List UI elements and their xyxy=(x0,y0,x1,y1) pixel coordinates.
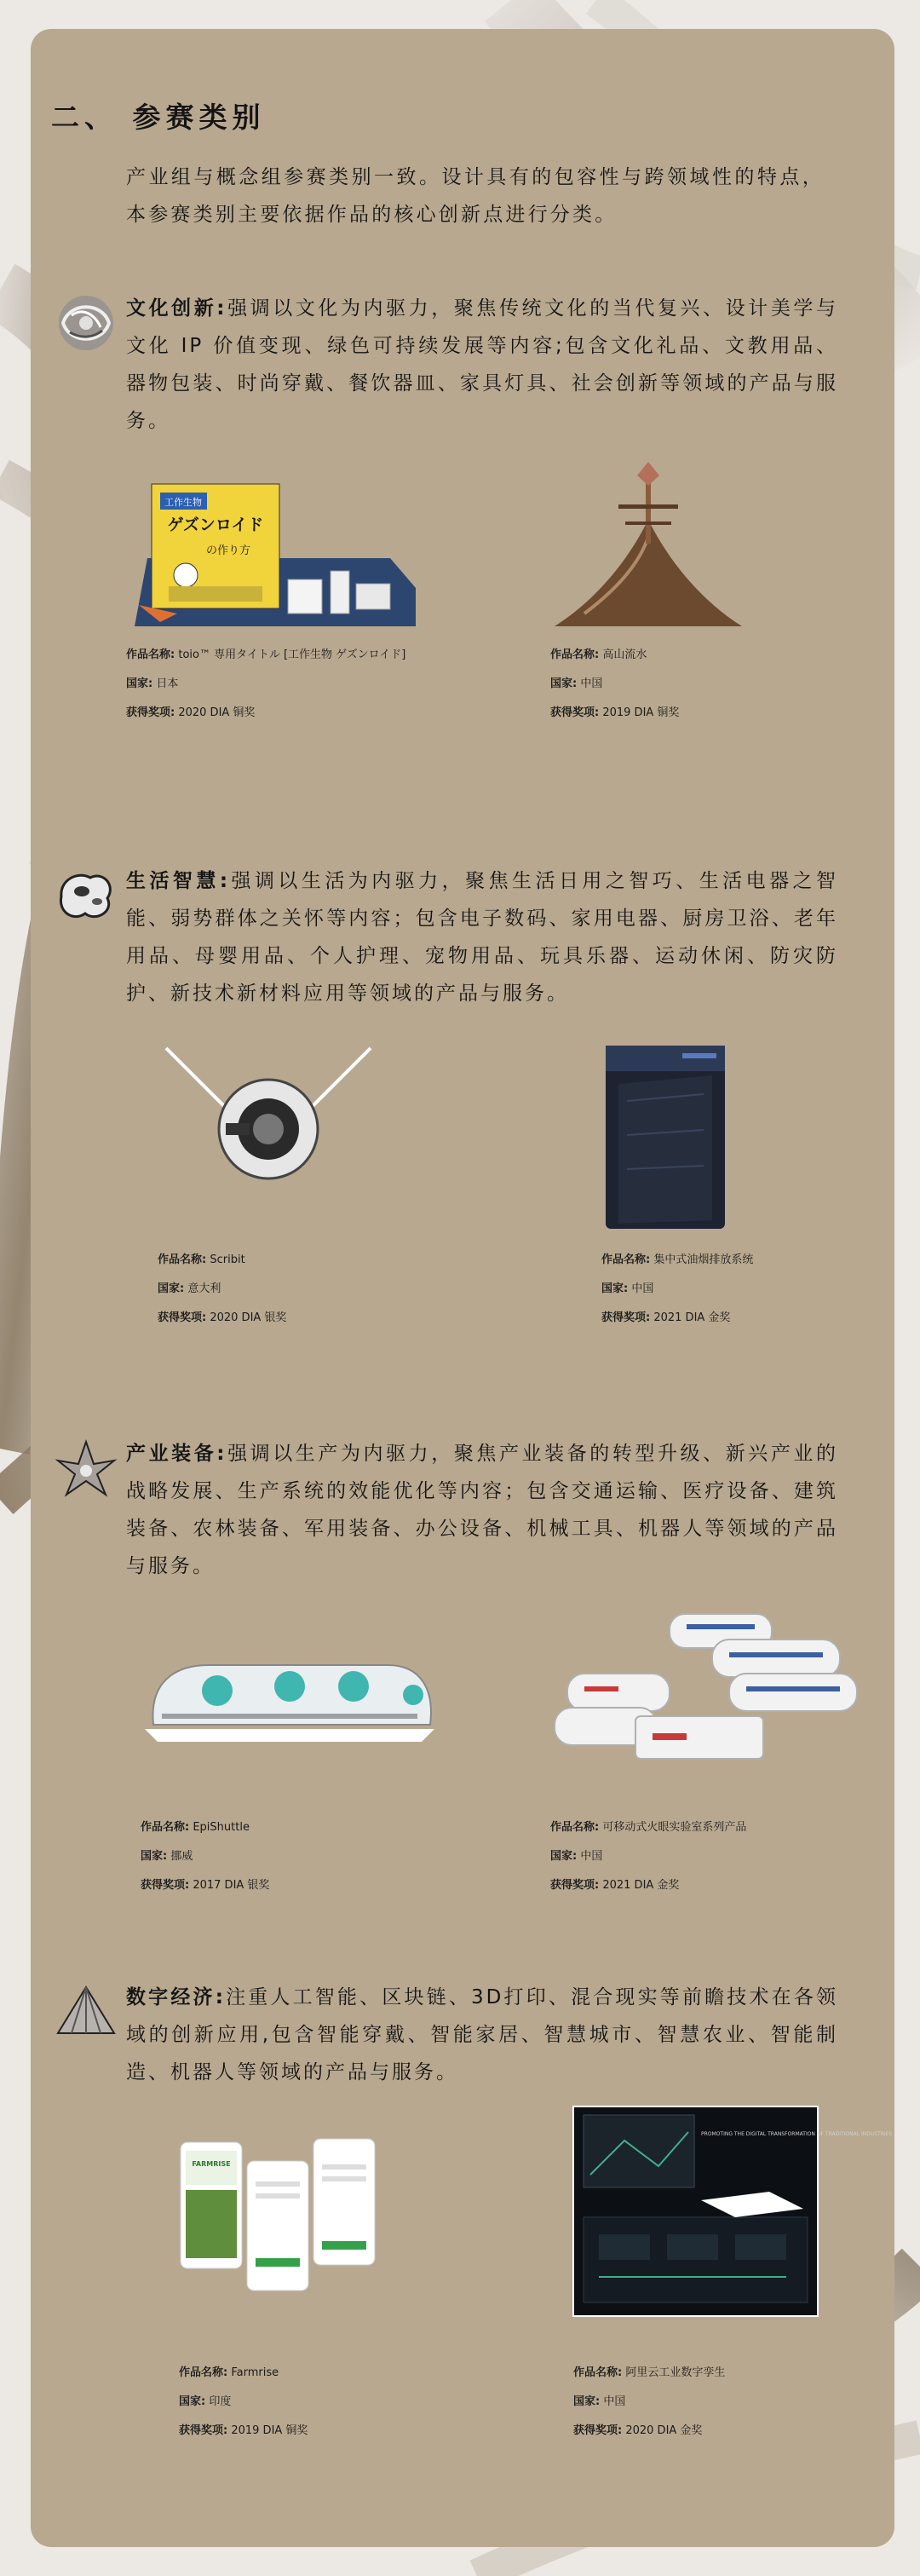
section-title: 文化创新: xyxy=(126,297,227,320)
product-country: 挪威 xyxy=(170,1850,193,1863)
section-title: 产业装备: xyxy=(126,1443,227,1465)
product-meta: 作品名称: Farmrise 国家: 印度 获得奖项: 2019 DIA 铜奖 xyxy=(179,2366,308,2437)
section-text xyxy=(126,290,838,440)
product-name: 集中式油烟排放系统 xyxy=(653,1253,754,1266)
section-body: 强调以文化为内驱力，聚焦传统文化的当代复兴、设计美学与文化 IP 价值变现、绿色可持续发展等内容;包含文化礼品、文教用品、器物包装、时尚穿戴、餐饮器皿、家具灯具、社会创新等领域的产品与服务。 xyxy=(126,297,839,432)
product-award: 2021 DIA 金奖 xyxy=(602,1879,680,1892)
product-image-farmrise xyxy=(179,2139,377,2292)
product-country: 中国 xyxy=(580,1850,603,1863)
product-image-scribit xyxy=(158,1040,379,1202)
product-meta: 作品名称: EpiShuttle 国家: 挪威 获得奖项: 2017 DIA 银奖 xyxy=(141,1821,270,1892)
section-title: 数字经济: xyxy=(126,1986,226,2008)
product-image-mobile-lab xyxy=(550,1605,861,1776)
product-name: 高山流水 xyxy=(602,648,647,661)
product-image-mountain-water xyxy=(550,460,746,626)
product-name: toio™ 専用タイトル [工作生物 ゲズンロイド] xyxy=(178,648,406,661)
section-text xyxy=(126,1435,838,1585)
product-award: 2020 DIA 铜奖 xyxy=(178,706,256,719)
product-country: 中国 xyxy=(631,1282,654,1295)
product-award: 2020 DIA 银奖 xyxy=(210,1311,287,1324)
svg-text:ゲズンロイド: ゲズンロイド xyxy=(167,516,264,534)
product-meta: 作品名称: 可移动式火眼实验室系列产品 国家: 中国 获得奖项: 2021 DIA 金奖 xyxy=(550,1821,747,1892)
product-country: 中国 xyxy=(603,2395,626,2408)
metal-flower-icon xyxy=(53,1435,119,1501)
swirl-sculpture-icon xyxy=(53,290,119,356)
product-meta: 作品名称: 集中式油烟排放系统 国家: 中国 获得奖项: 2021 DIA 金奖 xyxy=(601,1253,754,1324)
product-meta: 作品名称: Scribit 国家: 意大利 获得奖项: 2020 DIA 银奖 xyxy=(158,1253,287,1324)
product-country: 印度 xyxy=(209,2395,232,2408)
intro-paragraph: 产业组与概念组参赛类别一致。设计具有的包容性与跨领域性的特点，本参赛类别主要依据作品的核心创新点进行分类。 xyxy=(126,166,825,226)
liquid-chrome-icon xyxy=(53,862,119,929)
product-name: 可移动式火眼实验室系列产品 xyxy=(602,1821,747,1834)
product-image-exhaust-system xyxy=(601,1041,729,1233)
product-country: 日本 xyxy=(156,677,179,690)
product-country: 意大利 xyxy=(187,1282,221,1295)
svg-text:PROMOTING THE DIGITAL TRANSFOR: PROMOTING THE DIGITAL TRANSFORMATION OF TRADITIONAL INDUSTRIES xyxy=(701,2131,893,2137)
section-body: 强调以生活为内驱力，聚焦生活日用之智巧、生活电器之智能、弱势群体之关怀等内容；包含电子数码、家用电器、厨房卫浴、老年用品、母婴用品、个人护理、宠物用品、玩具乐器、运动休闲、防灾防护、新技术新材料应用等领域的产品与服务。 xyxy=(126,870,839,1005)
product-image-digital-twin xyxy=(573,2106,893,2316)
section-text xyxy=(126,862,838,1012)
product-award: 2021 DIA 金奖 xyxy=(653,1311,731,1324)
section-body: 注重人工智能、区块链、3D打印、混合现实等前瞻技术在各领域的创新应用,包含智能穿戴、智能家居、智慧城市、智慧农业、智能制造、机器人等领域的产品与服务。 xyxy=(126,1986,838,2083)
product-meta: 作品名称: toio™ 専用タイトル [工作生物 ゲズンロイド] 国家: 日本 获得奖项: 2020 DIA 铜奖 xyxy=(126,648,406,719)
page-heading: 二、 参赛类别 xyxy=(51,101,266,134)
product-name: EpiShuttle xyxy=(193,1821,250,1834)
metal-pyramid-icon xyxy=(53,1979,119,2045)
section-text xyxy=(126,1979,838,2091)
product-name: Farmrise xyxy=(231,2366,279,2379)
section-body: 强调以生产为内驱力，聚焦产业装备的转型升级、新兴产业的战略发展、生产系统的效能优化等内容；包含交通运输、医疗设备、建筑装备、农林装备、军用装备、办公设备、机械工具、机器人等领域的产品与服务。 xyxy=(126,1443,839,1577)
svg-text:工作生物: 工作生物 xyxy=(164,497,202,508)
product-award: 2020 DIA 金奖 xyxy=(625,2424,703,2437)
product-image-epishuttle xyxy=(141,1648,439,1746)
product-name: Scribit xyxy=(210,1253,245,1266)
product-country: 中国 xyxy=(580,677,603,690)
product-meta: 作品名称: 阿里云工业数字孪生 国家: 中国 获得奖项: 2020 DIA 金奖 xyxy=(573,2366,726,2437)
section-title: 生活智慧: xyxy=(126,870,231,892)
product-name: 阿里云工业数字孪生 xyxy=(625,2366,726,2379)
product-meta: 作品名称: 高山流水 国家: 中国 获得奖项: 2019 DIA 铜奖 xyxy=(550,648,680,719)
product-award: 2017 DIA 银奖 xyxy=(193,1879,270,1892)
svg-text:の作り方: の作り方 xyxy=(205,545,251,557)
product-award: 2019 DIA 铜奖 xyxy=(602,706,680,719)
product-image-geznroid xyxy=(126,477,424,626)
product-award: 2019 DIA 铜奖 xyxy=(231,2424,308,2437)
svg-text:FARMRISE: FARMRISE xyxy=(192,2160,231,2168)
